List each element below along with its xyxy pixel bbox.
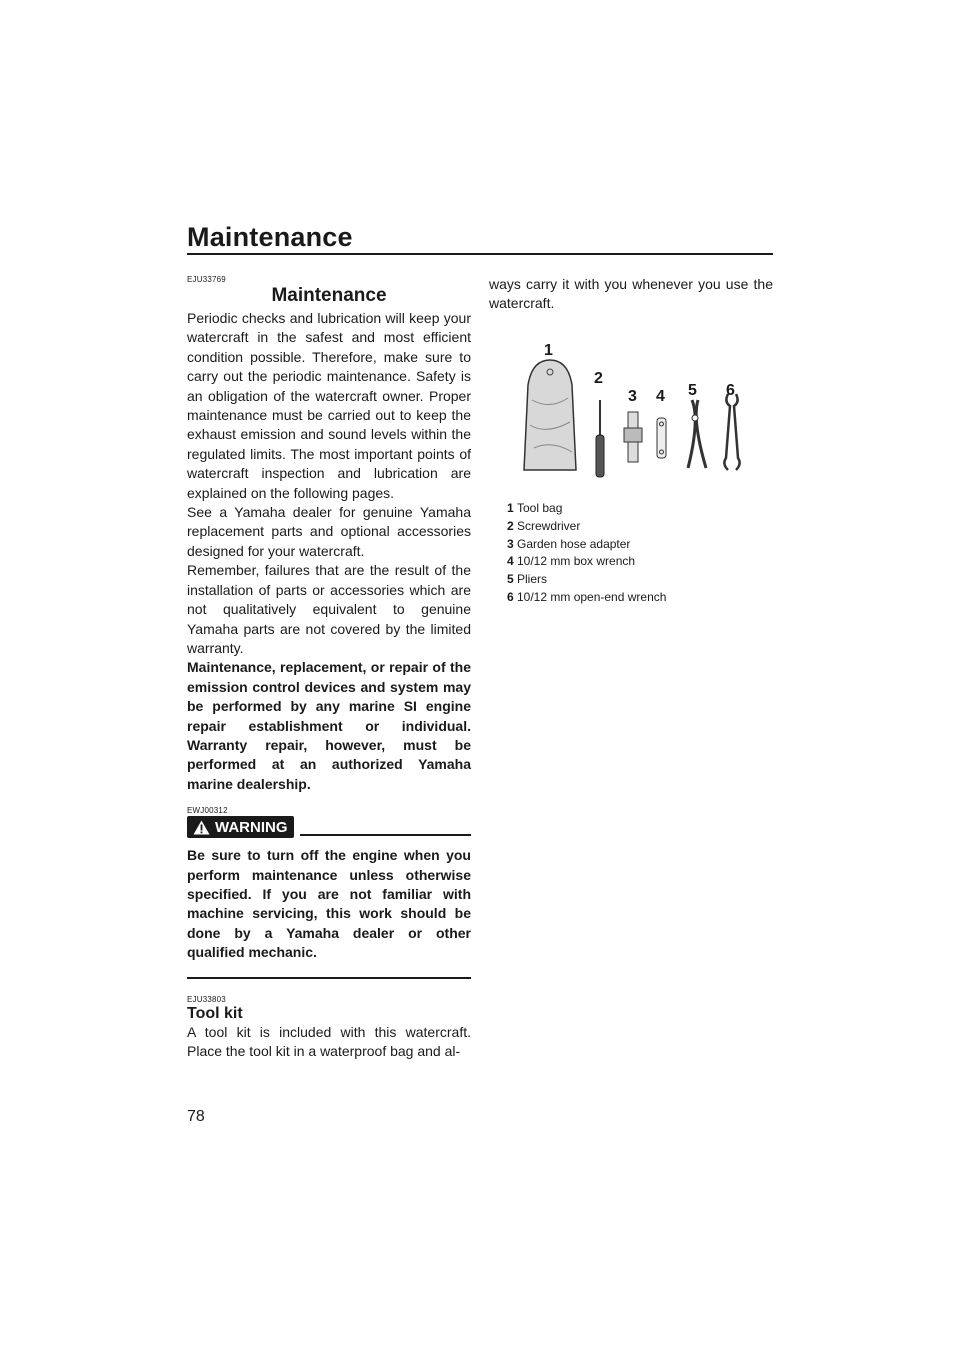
legend-number: 1 (507, 501, 514, 515)
warning-end-rule (187, 977, 471, 979)
warning-header (187, 816, 471, 838)
tool-kit-text-continued: ways carry it with you whenever you use the watercraft. (489, 276, 773, 312)
box-wrench-icon (657, 418, 666, 458)
callout-3: 3 (628, 388, 637, 405)
warning-code: EWJ00312 (187, 806, 228, 816)
legend-label: Screwdriver (517, 518, 581, 533)
tool-kit-drawing (510, 340, 770, 490)
left-column (187, 275, 471, 1061)
warning-triangle-icon (193, 820, 210, 835)
legend-number: 2 (507, 518, 514, 533)
screwdriver-icon (596, 400, 604, 477)
warning-box (187, 806, 471, 978)
tool-kit-title: Tool kit (187, 1004, 243, 1022)
paragraph-2: See a Yamaha dealer for genuine Yamaha replacement parts and optional accessories designed for your watercraft. (187, 504, 471, 559)
page-header-title: Maintenance (187, 222, 353, 252)
legend-item (507, 553, 666, 571)
legend-item (507, 500, 666, 518)
page-number: 78 (187, 1108, 205, 1125)
tool-kit-illustration (510, 340, 770, 490)
legend-label: Pliers (517, 572, 548, 587)
legend-number: 5 (507, 572, 514, 587)
legend-label: Garden hose adapter (517, 536, 631, 551)
callout-6: 6 (726, 382, 735, 399)
legend-number: 3 (507, 536, 514, 551)
tool-bag-icon (524, 360, 576, 470)
warning-label: WARNING (215, 818, 288, 836)
section-code: EJU33769 (187, 275, 226, 284)
header-rule (187, 253, 773, 255)
paragraph-3: Remember, failures that are the result of the installation of parts or accessories which are not qualitatively equivalent to genuine Yamaha parts are not covered by the limited warranty. (187, 562, 471, 656)
pliers-icon (688, 400, 706, 468)
legend-label: 10/12 mm open-end wrench (517, 589, 667, 604)
legend-item (507, 571, 666, 589)
legend-item (507, 536, 666, 554)
right-column (489, 275, 773, 314)
legend-number: 4 (507, 554, 514, 569)
legend-item (507, 589, 666, 607)
warning-badge (187, 816, 294, 838)
open-end-wrench-icon (724, 394, 739, 470)
warning-header-rule (300, 834, 472, 836)
tool-kit-text: A tool kit is included with this watercraft. Place the tool kit in a waterproof bag and al- (187, 1023, 471, 1059)
section-title: Maintenance (271, 285, 387, 306)
legend-item (507, 518, 666, 536)
callout-5: 5 (688, 382, 697, 399)
legend-number: 6 (507, 589, 514, 604)
callout-2: 2 (594, 370, 603, 387)
legend-label: Tool bag (517, 501, 563, 515)
legend-label: 10/12 mm box wrench (517, 554, 636, 569)
garden-hose-adapter-icon (624, 412, 642, 462)
callout-1: 1 (544, 342, 553, 359)
callout-4: 4 (656, 388, 665, 405)
paragraph-1: Periodic checks and lubrication will keep your watercraft in the safest and most efficient condition possible. Therefore, make sure to carry out the periodic maintenance. Safety is an obligation of the watercraft owner. Proper maintenance must be carried out to keep the exhaust emission and sound levels within the regulated limits. The most important points of watercraft inspection and lubrication are explained on the following pages. (187, 310, 471, 501)
figure-legend (507, 500, 666, 607)
tool-kit-code: EJU33803 (187, 994, 226, 1004)
paragraph-4-bold: Maintenance, replacement, or repair of the emission control devices and system may be performed by any marine SI engine repair establishment or individual. Warranty repair, however, must be performed at an authorized Yamaha marine dealership. (187, 659, 471, 792)
warning-text: Be sure to turn off the engine when you perform maintenance unless otherwise specified. If you are not familiar with machine servicing, this work should be done by a Yamaha dealer or other qualified mechanic. (187, 847, 471, 961)
